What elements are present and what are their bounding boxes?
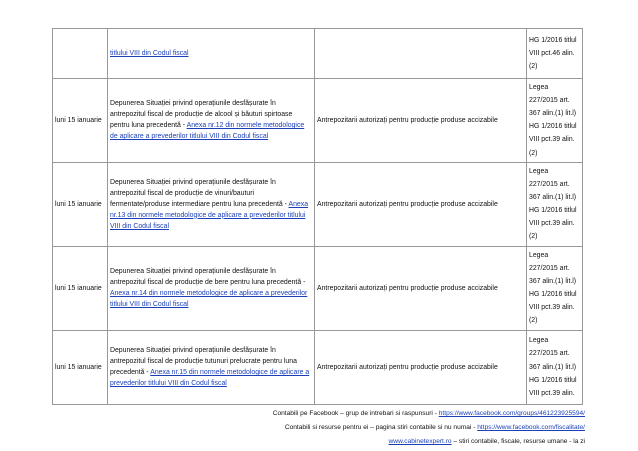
legal-reference-line: VIII pct.39 alin. (529, 304, 575, 312)
footer-line (65, 435, 585, 449)
deadline-cell: luni 15 ianuarie (53, 246, 108, 330)
annex-link[interactable]: Anexa nr.12 din normele metodologice de aplicare a prevederilor titlului VIII din Codul fiscal (110, 122, 305, 141)
deadline-cell: luni 15 ianuarie (53, 79, 108, 163)
legal-reference-line: 227/2015 art. (529, 264, 570, 272)
deadline-cell: luni 15 ianuarie (53, 330, 108, 404)
legal-reference-line: HG 1/2016 titlul (529, 123, 577, 131)
annex-link[interactable]: Anexa nr.13 din normele metodologice de aplicare a prevederilor titlului VIII din Codul fiscal (110, 200, 309, 230)
legal-reference-cell (527, 79, 583, 163)
footer-line (65, 421, 585, 435)
footer-text: – stiri contabile, fiscale, resurse umane - la zi (451, 438, 585, 445)
footer-text: Contabili si resurse pentru ei – pagina stiri contabile si nu numai - (284, 424, 478, 431)
legal-reference-line: HG 1/2016 titlul (529, 291, 577, 299)
legal-reference-line: 367 alin.(1) lit.l) (529, 110, 577, 118)
footer-link[interactable]: https://www.facebook.com/fiscalitate/ (477, 424, 585, 431)
obligation-cell (108, 246, 315, 330)
legal-reference-line: VIII pct.39 alin. (529, 389, 575, 397)
obligation-cell (108, 29, 315, 79)
legal-reference-line: 227/2015 art. (529, 97, 570, 105)
obligation-cell (108, 330, 315, 404)
table-row (53, 29, 583, 79)
table-row (53, 79, 583, 163)
legal-reference-line: (2) (529, 149, 538, 157)
legal-reference-line: 227/2015 art. (529, 180, 570, 188)
legal-reference-line: VIII pct.46 alin. (529, 49, 575, 57)
table-row (53, 246, 583, 330)
legal-reference-cell (527, 29, 583, 79)
legal-reference-line: Legea (529, 251, 549, 259)
table-row (53, 162, 583, 246)
obligation-text: Depunerea Situației privind operațiunile desfășurate în antrepozitul fiscal de producție de alcool și băuturi spirtoase pentru luna precedentă - (110, 100, 293, 130)
legal-reference-line: (2) (529, 63, 538, 71)
legal-reference-line: (2) (529, 233, 538, 241)
legal-reference-line: Legea (529, 337, 549, 345)
legal-reference-line: Legea (529, 84, 549, 91)
legal-reference-line: (2) (529, 317, 538, 325)
obligation-text: Depunerea Situației privind operațiunile desfășurate în antrepozitul fiscal de producție tutunuri prelucrate pentru luna precedentă - (110, 347, 297, 377)
taxpayer-cell: Antrepozitarii autorizați pentru producție produse accizabile (315, 330, 527, 404)
legal-reference-line: HG 1/2016 titlul (529, 376, 577, 384)
taxpayer-cell: Antrepozitarii autorizați pentru producție produse accizabile (315, 79, 527, 163)
footer-link[interactable]: www.cabinetexpert.ro (388, 438, 452, 445)
legal-reference-line: 367 alin.(1) lit.l) (529, 194, 577, 202)
deadline-cell: luni 15 ianuarie (53, 162, 108, 246)
legal-reference-line: Legea (529, 167, 549, 175)
footer-line (65, 407, 585, 421)
footer-text: Contabili pe Facebook – grup de intrebari si raspunsuri - (272, 410, 439, 417)
deadline-cell (53, 29, 108, 79)
page-footer (65, 407, 585, 449)
taxpayer-cell (315, 29, 527, 79)
legal-reference-line: VIII pct.39 alin. (529, 220, 575, 228)
taxpayer-cell: Antrepozitarii autorizați pentru producție produse accizabile (315, 162, 527, 246)
fiscal-calendar-table (52, 28, 583, 405)
table-row (53, 330, 583, 404)
obligation-cell (108, 79, 315, 163)
obligation-text: Depunerea Situației privind operațiunile desfășurate în antrepozitul fiscal de producție de bere pentru luna precedentă - (110, 268, 306, 287)
annex-link[interactable]: Anexa nr.15 din normele metodologice de aplicare a prevederilor titlului VIII din Codul fiscal (110, 369, 310, 388)
legal-reference-line: 367 alin.(1) lit.l) (529, 363, 577, 371)
obligation-cell (108, 162, 315, 246)
legal-reference-line: VIII pct.39 alin. (529, 136, 575, 144)
obligation-text: Depunerea Situației privind operațiunile desfășurate în antrepozitul fiscal de producție de vinuri/bauturi fermentate/produse intermediare pentru luna precedentă - (110, 178, 289, 208)
table-body (53, 29, 583, 405)
legal-reference-cell (527, 330, 583, 404)
legal-reference-cell (527, 162, 583, 246)
legal-reference-line: HG 1/2016 titlul (529, 36, 577, 44)
annex-link[interactable]: Anexa nr.14 din normele metodologice de aplicare a prevederilor titlului VIII din Codul fiscal (110, 290, 308, 309)
taxpayer-cell: Antrepozitarii autorizați pentru producție produse accizabile (315, 246, 527, 330)
annex-link[interactable]: titlului VIII din Codul fiscal (110, 49, 189, 57)
legal-reference-line: 227/2015 art. (529, 350, 570, 358)
legal-reference-line: 367 alin.(1) lit.l) (529, 278, 577, 286)
footer-link[interactable]: https://www.facebook.com/groups/461223925594/ (438, 410, 585, 417)
legal-reference-line: HG 1/2016 titlul (529, 207, 577, 215)
legal-reference-cell (527, 246, 583, 330)
